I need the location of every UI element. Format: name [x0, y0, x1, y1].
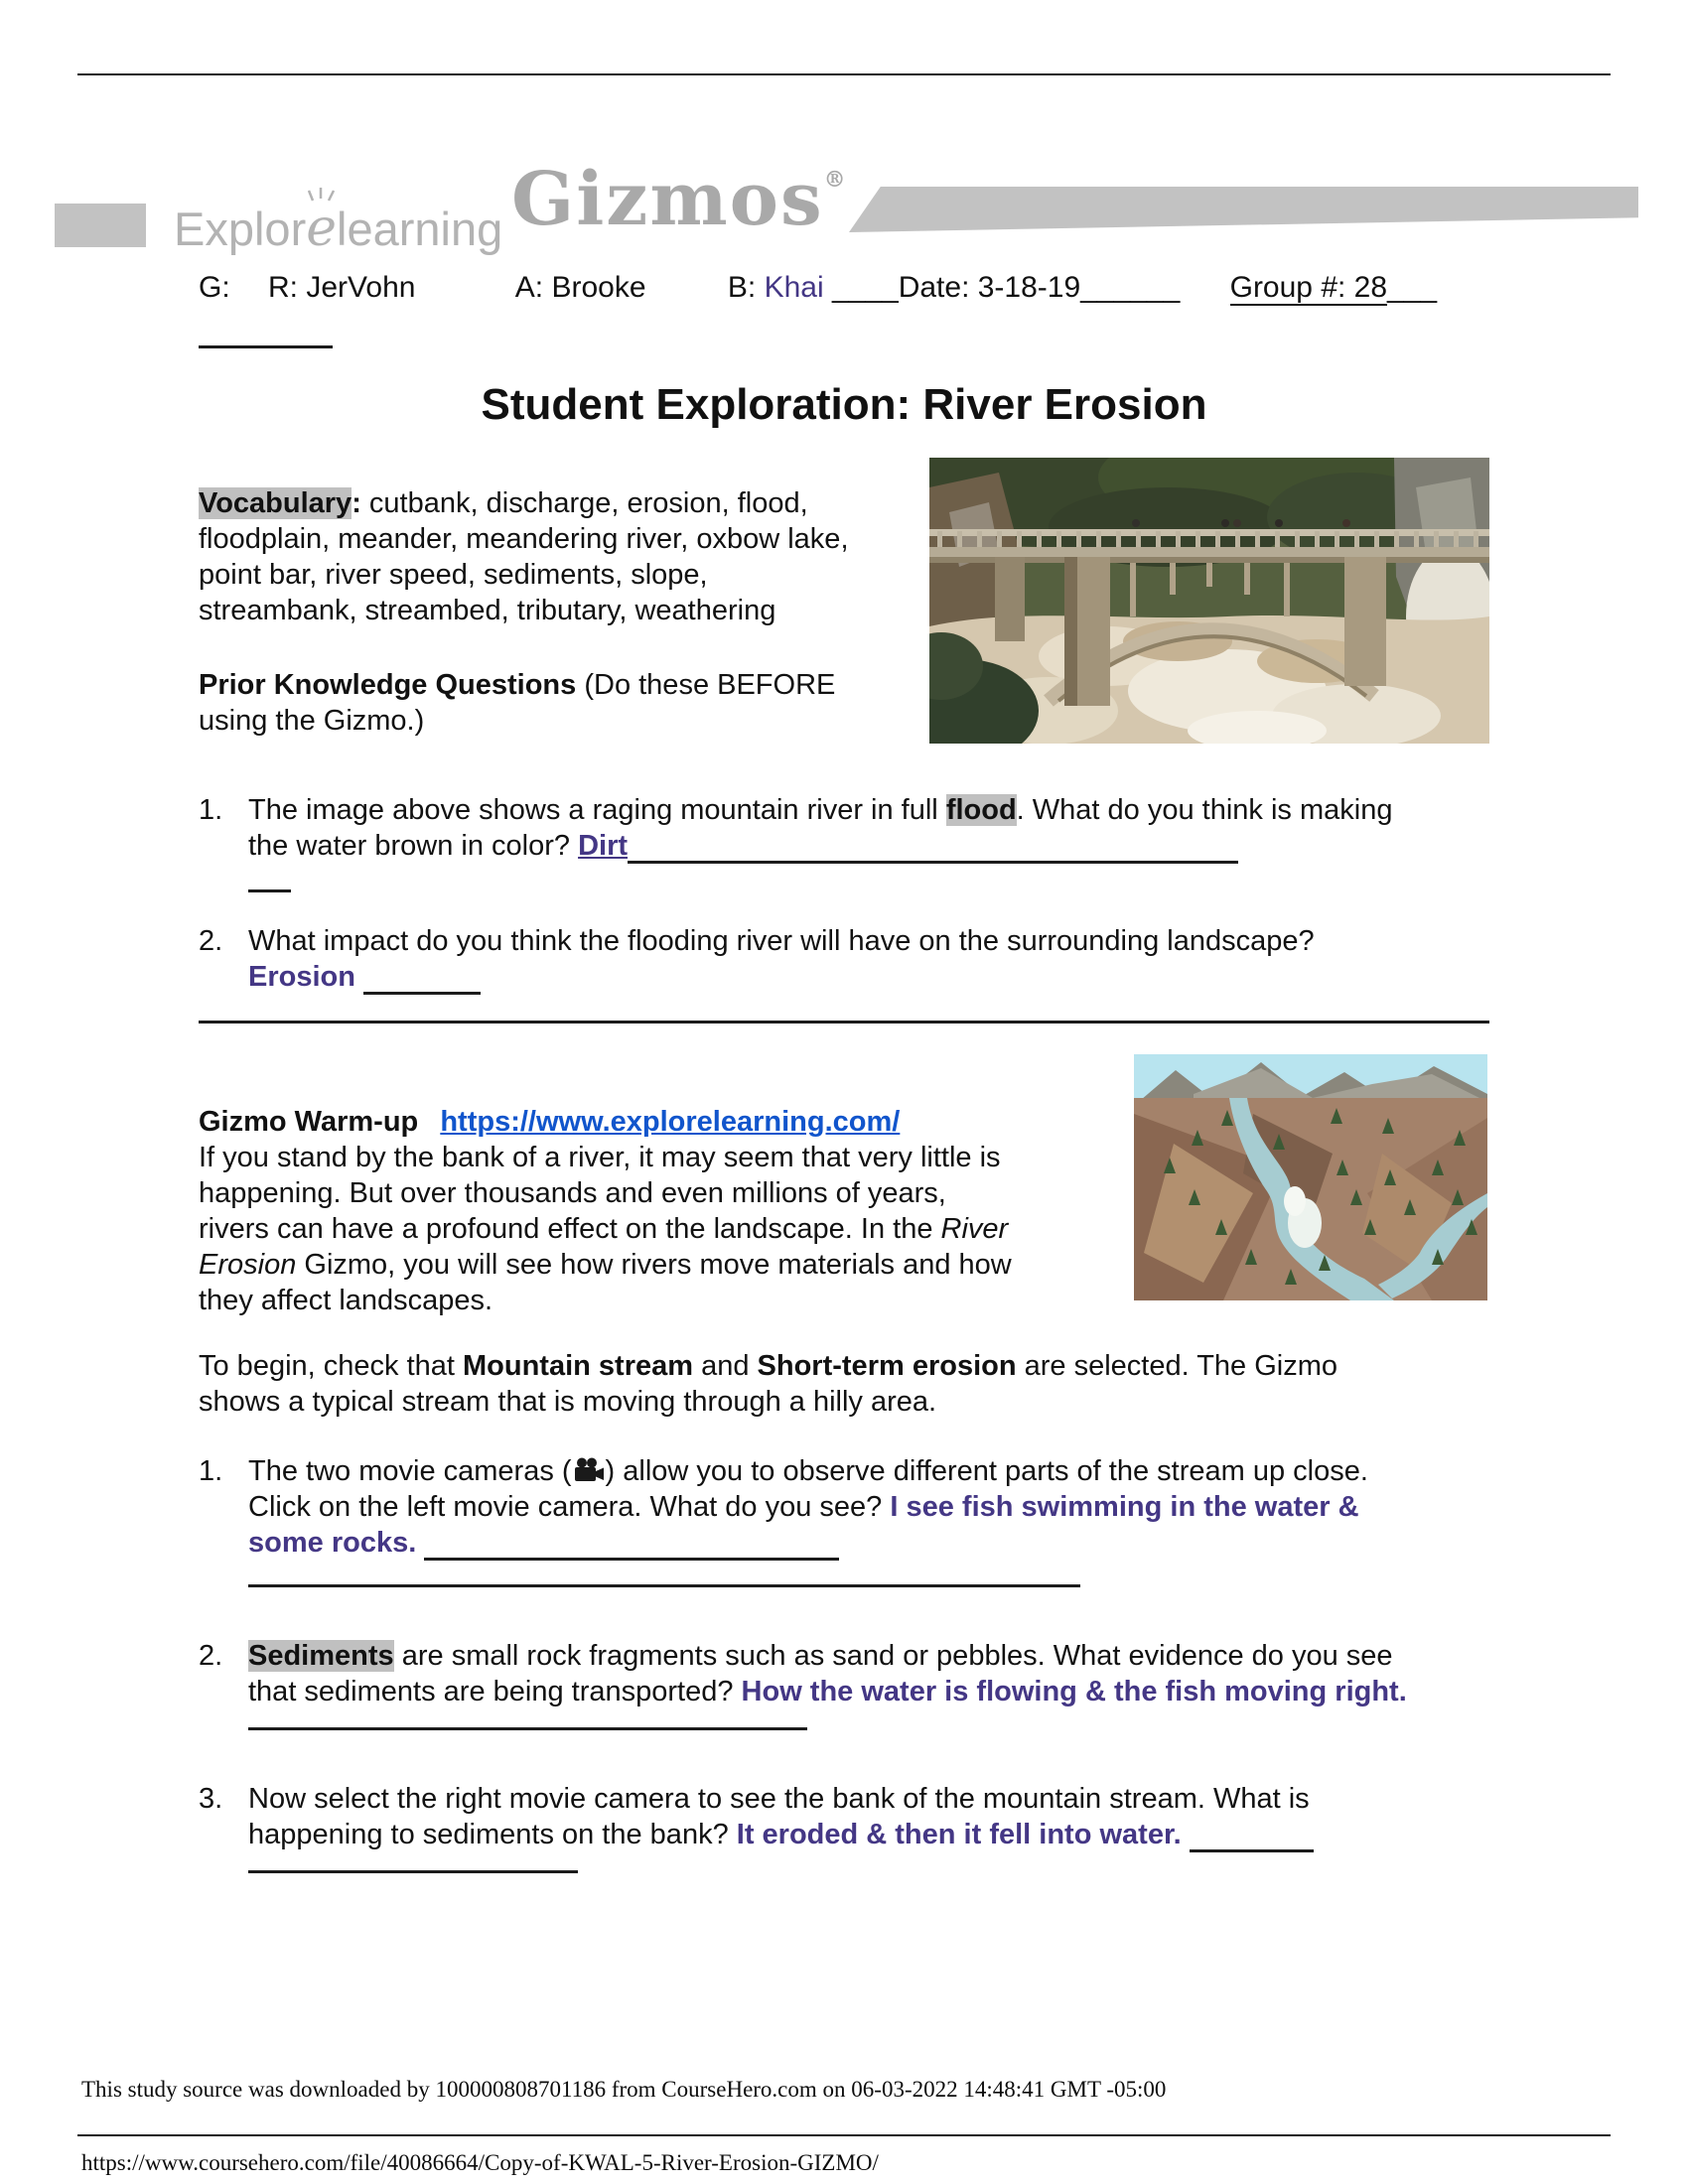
bottom-divider — [77, 2134, 1611, 2136]
logo-explore-text: Explor — [174, 203, 307, 255]
logo-script-e: e — [306, 199, 337, 258]
vocabulary-line-3: point bar, river speed, sediments, slope, — [199, 559, 708, 591]
a-name: A: Brooke — [514, 271, 646, 304]
logo-learning-text: learning — [337, 203, 503, 255]
vocabulary-label: Vocabulary — [199, 487, 352, 519]
coursehero-download-note: This study source was downloaded by 100000808701186 from CourseHero.com on 06-03-2022 14:48:41 GMT -05:00 — [81, 2077, 1167, 2102]
answer-blank — [1190, 1820, 1314, 1852]
question-number: 2. — [199, 925, 223, 957]
warmup-heading: Gizmo Warm-up — [199, 1106, 419, 1138]
gizmo-name-italic: River — [940, 1213, 1009, 1245]
warmup-line-2: If you stand by the bank of a river, it may seem that very little is — [199, 1142, 1001, 1173]
rays-icon — [308, 187, 338, 203]
wu-question-1-line-3 — [248, 1525, 839, 1561]
b-label: B: — [727, 271, 757, 304]
b-name-answer: Khai — [764, 271, 824, 304]
pk-question-2-line-1: 2. What impact do you think the flooding river will have on the surrounding landscape? — [199, 925, 1315, 957]
top-divider — [77, 73, 1611, 75]
pk-question-1-line-1: 1. The image above shows a raging mountain river in full flood. What do you think is making — [199, 794, 1393, 826]
student-answer: How the water is flowing & the fish moving right. — [741, 1676, 1407, 1707]
answer-blank — [628, 831, 1238, 864]
name-blank-line — [199, 345, 333, 348]
group-number: Group #: 28 — [1229, 271, 1388, 304]
vocabulary-line-2: floodplain, meander, meandering river, oxbow lake, — [199, 523, 849, 555]
wu-question-3-line-1: 3. Now select the right movie camera to see the bank of the mountain stream. What is — [199, 1783, 1310, 1815]
logo-swoosh — [849, 187, 1638, 232]
gizmo-name-italic: Erosion — [199, 1249, 297, 1281]
to-begin-line-2: shows a typical stream that is moving through a hilly area. — [199, 1386, 937, 1418]
explorelearning-link[interactable]: https://www.explorelearning.com/ — [440, 1106, 901, 1138]
highlighted-term-flood: flood — [945, 794, 1017, 826]
blank-underscores: ___ — [1387, 271, 1438, 304]
page-title: Student Exploration: River Erosion — [481, 380, 1207, 429]
answer-blank — [248, 1584, 1080, 1587]
answer-blank — [424, 1528, 839, 1561]
pk-question-2-answer — [248, 959, 481, 995]
wu-question-2-line-1: 2. Sediments are small rock fragments such as sand or pebbles. What evidence do you see — [199, 1640, 1393, 1672]
name-date-line — [199, 270, 1437, 306]
answer-blank-full-width — [199, 1021, 1489, 1024]
movie-camera-icon — [572, 1457, 606, 1483]
gizmos-wordmark: Gizmos® — [511, 157, 848, 242]
warmup-line-5: Erosion Gizmo, you will see how rivers move materials and how — [199, 1249, 1012, 1281]
answer-blank — [248, 1727, 807, 1730]
warmup-line-4: rivers can have a profound effect on the landscape. In the River — [199, 1213, 1009, 1245]
warmup-line-6: they affect landscapes. — [199, 1285, 493, 1316]
gizmo-terrain-image — [1134, 1054, 1487, 1300]
answer-blank — [248, 889, 291, 892]
warmup-heading-line — [199, 1104, 900, 1140]
vocabulary-line-4: streambank, streambed, tributary, weathering — [199, 595, 776, 626]
wu-question-3-line-2: happening to sediments on the bank? It eroded & then it fell into water. — [248, 1817, 1314, 1852]
bold-term: Short-term erosion — [757, 1350, 1017, 1382]
flooded-river-bridge-photo — [929, 458, 1489, 744]
bold-term: Mountain stream — [463, 1350, 694, 1382]
question-number: 1. — [199, 1455, 223, 1487]
date-label: Date: 3-18-19 — [898, 271, 1081, 304]
blank-underscores: ______ — [1080, 271, 1181, 304]
wu-question-1-line-2: Click on the left movie camera. What do you see? I see fish swimming in the water & — [248, 1491, 1359, 1523]
student-answer: Dirt — [578, 830, 629, 862]
registered-mark: ® — [823, 167, 848, 193]
student-answer: some rocks. — [248, 1527, 417, 1559]
question-number: 2. — [199, 1640, 223, 1672]
pk-question-1-line-2: the water brown in color? Dirt — [248, 828, 1238, 864]
highlighted-term-sediments: Sediments — [248, 1640, 394, 1672]
warmup-line-3: happening. But over thousands and even millions of years, — [199, 1177, 946, 1209]
vocabulary-line-1: Vocabulary: cutbank, discharge, erosion, flood, — [199, 487, 808, 519]
to-begin-line-1: To begin, check that Mountain stream and Short-term erosion are selected. The Gizmo — [199, 1350, 1338, 1382]
wu-question-1-line-1: 1. The two movie cameras ( ) allow you to observe different parts of the stream up close. — [199, 1455, 1368, 1487]
coursehero-url: https://www.coursehero.com/file/40086664/Copy-of-KWAL-5-River-Erosion-GIZMO/ — [81, 2150, 879, 2175]
question-number: 1. — [199, 794, 223, 826]
blank-underscores: ____ — [831, 271, 899, 304]
answer-blank — [363, 962, 481, 995]
student-answer: Erosion — [248, 961, 355, 993]
answer-blank — [248, 1870, 578, 1873]
prior-knowledge-heading: Prior Knowledge Questions (Do these BEFORE — [199, 669, 836, 701]
question-number: 3. — [199, 1783, 223, 1815]
explorelearning-wordmark — [174, 199, 502, 258]
prior-knowledge-heading-2: using the Gizmo.) — [199, 705, 425, 737]
student-answer: It eroded & then it fell into water. — [736, 1819, 1182, 1850]
wu-question-2-line-2: that sediments are being transported? How the water is flowing & the fish moving right. — [248, 1676, 1407, 1707]
grader-label: G: — [199, 271, 230, 304]
logo-left-bar — [55, 204, 146, 247]
recorder-name: R: JerVohn — [268, 271, 416, 304]
student-answer: I see fish swimming in the water & — [890, 1491, 1359, 1523]
